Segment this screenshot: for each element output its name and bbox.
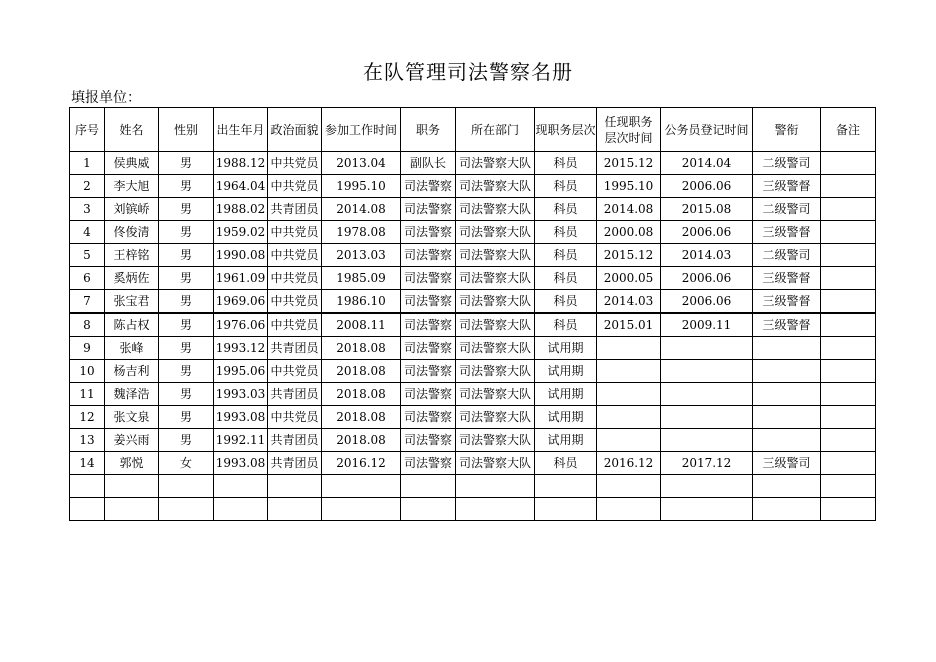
cell-col-rank-level-date xyxy=(597,360,661,383)
cell-col-work-start: 2018.08 xyxy=(322,360,401,383)
cell-col-post xyxy=(401,498,456,521)
cell-col-department: 司法警察大队 xyxy=(456,406,535,429)
cell-col-work-start: 2008.11 xyxy=(322,313,401,337)
cell-col-gender: 男 xyxy=(159,221,214,244)
cell-col-police-rank: 二级警司 xyxy=(753,152,821,175)
cell-col-gender: 男 xyxy=(159,244,214,267)
cell-col-post: 司法警察 xyxy=(401,337,456,360)
cell-col-serial: 7 xyxy=(70,290,105,314)
cell-col-gender xyxy=(159,475,214,498)
cell-col-department: 司法警察大队 xyxy=(456,290,535,314)
cell-col-police-rank xyxy=(753,475,821,498)
cell-col-political: 共青团员 xyxy=(268,452,322,475)
cell-col-rank-level: 试用期 xyxy=(535,429,597,452)
cell-col-civil-register: 2015.08 xyxy=(661,198,753,221)
header-col-rank-level-date: 任现职务 层次时间 xyxy=(597,108,661,152)
cell-col-rank-level: 科员 xyxy=(535,452,597,475)
cell-col-civil-register xyxy=(661,429,753,452)
cell-col-police-rank xyxy=(753,360,821,383)
cell-col-civil-register: 2006.06 xyxy=(661,175,753,198)
cell-col-civil-register: 2006.06 xyxy=(661,267,753,290)
cell-col-civil-register: 2006.06 xyxy=(661,221,753,244)
cell-col-serial: 14 xyxy=(70,452,105,475)
police-roster-table xyxy=(69,107,876,521)
cell-col-serial: 1 xyxy=(70,152,105,175)
table-row xyxy=(70,475,876,498)
cell-col-rank-level: 科员 xyxy=(535,267,597,290)
cell-col-name: 张文泉 xyxy=(105,406,159,429)
cell-col-work-start xyxy=(322,498,401,521)
cell-col-serial: 5 xyxy=(70,244,105,267)
cell-col-gender: 男 xyxy=(159,406,214,429)
cell-col-name: 王梓铭 xyxy=(105,244,159,267)
cell-col-gender: 男 xyxy=(159,429,214,452)
header-col-department: 所在部门 xyxy=(456,108,535,152)
table-header-row xyxy=(70,108,876,152)
cell-col-department: 司法警察大队 xyxy=(456,221,535,244)
cell-col-political: 中共党员 xyxy=(268,221,322,244)
cell-col-birth: 1988.12 xyxy=(214,152,268,175)
cell-col-work-start: 2018.08 xyxy=(322,337,401,360)
table-row xyxy=(70,267,876,290)
cell-col-civil-register xyxy=(661,498,753,521)
cell-col-name: 杨吉利 xyxy=(105,360,159,383)
table-row xyxy=(70,337,876,360)
cell-col-police-rank: 二级警司 xyxy=(753,244,821,267)
cell-col-political: 中共党员 xyxy=(268,360,322,383)
header-col-police-rank: 警衔 xyxy=(753,108,821,152)
cell-col-civil-register xyxy=(661,360,753,383)
cell-col-department: 司法警察大队 xyxy=(456,383,535,406)
cell-col-rank-level-date: 2000.05 xyxy=(597,267,661,290)
cell-col-gender: 男 xyxy=(159,290,214,314)
cell-col-civil-register xyxy=(661,475,753,498)
document-title: 在队管理司法警察名册 xyxy=(363,60,573,84)
cell-col-police-rank: 二级警司 xyxy=(753,198,821,221)
cell-col-gender: 男 xyxy=(159,198,214,221)
cell-col-birth: 1993.08 xyxy=(214,452,268,475)
cell-col-birth: 1988.02 xyxy=(214,198,268,221)
cell-col-police-rank: 三级警督 xyxy=(753,267,821,290)
cell-col-department: 司法警察大队 xyxy=(456,244,535,267)
cell-col-rank-level-date xyxy=(597,406,661,429)
cell-col-name: 李大旭 xyxy=(105,175,159,198)
cell-col-remarks xyxy=(821,360,876,383)
header-col-remarks: 备注 xyxy=(821,108,876,152)
cell-col-name xyxy=(105,498,159,521)
cell-col-remarks xyxy=(821,406,876,429)
cell-col-department: 司法警察大队 xyxy=(456,152,535,175)
cell-col-gender: 男 xyxy=(159,383,214,406)
table-row xyxy=(70,406,876,429)
cell-col-political: 共青团员 xyxy=(268,429,322,452)
cell-col-political xyxy=(268,498,322,521)
header-col-rank-level: 现职务层次 xyxy=(535,108,597,152)
cell-col-remarks xyxy=(821,337,876,360)
cell-col-name: 魏泽浩 xyxy=(105,383,159,406)
cell-col-name: 佟俊清 xyxy=(105,221,159,244)
cell-col-rank-level: 科员 xyxy=(535,198,597,221)
cell-col-department xyxy=(456,498,535,521)
cell-col-remarks xyxy=(821,429,876,452)
cell-col-birth: 1993.08 xyxy=(214,406,268,429)
cell-col-birth xyxy=(214,498,268,521)
cell-col-work-start: 1995.10 xyxy=(322,175,401,198)
cell-col-civil-register: 2014.03 xyxy=(661,244,753,267)
cell-col-work-start xyxy=(322,475,401,498)
cell-col-serial: 3 xyxy=(70,198,105,221)
cell-col-post: 副队长 xyxy=(401,152,456,175)
cell-col-department: 司法警察大队 xyxy=(456,267,535,290)
cell-col-name: 奚炳佐 xyxy=(105,267,159,290)
cell-col-political: 中共党员 xyxy=(268,267,322,290)
cell-col-work-start: 2018.08 xyxy=(322,406,401,429)
header-col-civil-register: 公务员登记时间 xyxy=(661,108,753,152)
cell-col-rank-level-date: 2014.03 xyxy=(597,290,661,314)
cell-col-work-start: 1986.10 xyxy=(322,290,401,314)
cell-col-serial: 13 xyxy=(70,429,105,452)
cell-col-rank-level: 科员 xyxy=(535,221,597,244)
cell-col-gender: 女 xyxy=(159,452,214,475)
cell-col-remarks xyxy=(821,221,876,244)
table-row xyxy=(70,498,876,521)
cell-col-work-start: 2016.12 xyxy=(322,452,401,475)
cell-col-gender: 男 xyxy=(159,337,214,360)
cell-col-civil-register xyxy=(661,383,753,406)
cell-col-post: 司法警察 xyxy=(401,244,456,267)
cell-col-police-rank: 三级警督 xyxy=(753,313,821,337)
cell-col-police-rank xyxy=(753,383,821,406)
cell-col-police-rank: 三级警督 xyxy=(753,221,821,244)
header-col-serial: 序号 xyxy=(70,108,105,152)
cell-col-rank-level-date: 2015.12 xyxy=(597,152,661,175)
cell-col-rank-level-date xyxy=(597,429,661,452)
cell-col-gender: 男 xyxy=(159,360,214,383)
table-row xyxy=(70,383,876,406)
cell-col-rank-level-date: 2014.08 xyxy=(597,198,661,221)
cell-col-birth: 1990.08 xyxy=(214,244,268,267)
cell-col-department: 司法警察大队 xyxy=(456,198,535,221)
cell-col-remarks xyxy=(821,198,876,221)
cell-col-birth: 1969.06 xyxy=(214,290,268,314)
cell-col-rank-level: 科员 xyxy=(535,290,597,314)
cell-col-department: 司法警察大队 xyxy=(456,360,535,383)
cell-col-work-start: 2018.08 xyxy=(322,383,401,406)
cell-col-political xyxy=(268,475,322,498)
cell-col-police-rank: 三级警督 xyxy=(753,175,821,198)
cell-col-post: 司法警察 xyxy=(401,198,456,221)
cell-col-serial: 12 xyxy=(70,406,105,429)
cell-col-remarks xyxy=(821,498,876,521)
cell-col-rank-level-date xyxy=(597,383,661,406)
cell-col-work-start: 2018.08 xyxy=(322,429,401,452)
cell-col-post: 司法警察 xyxy=(401,267,456,290)
cell-col-political: 共青团员 xyxy=(268,198,322,221)
header-col-political: 政治面貌 xyxy=(268,108,322,152)
cell-col-birth: 1959.02 xyxy=(214,221,268,244)
cell-col-political: 中共党员 xyxy=(268,152,322,175)
cell-col-serial: 6 xyxy=(70,267,105,290)
reporting-unit-label: 填报单位： xyxy=(71,90,141,106)
cell-col-rank-level-date: 2016.12 xyxy=(597,452,661,475)
cell-col-rank-level: 试用期 xyxy=(535,383,597,406)
cell-col-rank-level-date: 2015.01 xyxy=(597,313,661,337)
cell-col-rank-level: 科员 xyxy=(535,175,597,198)
cell-col-birth xyxy=(214,475,268,498)
table-row xyxy=(70,175,876,198)
cell-col-rank-level: 试用期 xyxy=(535,360,597,383)
cell-col-work-start: 2013.03 xyxy=(322,244,401,267)
header-col-post: 职务 xyxy=(401,108,456,152)
cell-col-serial: 4 xyxy=(70,221,105,244)
cell-col-remarks xyxy=(821,152,876,175)
cell-col-political: 共青团员 xyxy=(268,337,322,360)
table-row xyxy=(70,313,876,337)
cell-col-name: 郭悦 xyxy=(105,452,159,475)
table-row xyxy=(70,290,876,314)
table-row xyxy=(70,198,876,221)
cell-col-name: 陈占权 xyxy=(105,313,159,337)
cell-col-work-start: 2014.08 xyxy=(322,198,401,221)
cell-col-serial: 9 xyxy=(70,337,105,360)
cell-col-post: 司法警察 xyxy=(401,313,456,337)
cell-col-name: 张宝君 xyxy=(105,290,159,314)
cell-col-gender xyxy=(159,498,214,521)
table-row xyxy=(70,452,876,475)
cell-col-remarks xyxy=(821,452,876,475)
cell-col-political: 中共党员 xyxy=(268,175,322,198)
cell-col-post: 司法警察 xyxy=(401,406,456,429)
cell-col-remarks xyxy=(821,267,876,290)
cell-col-rank-level-date: 1995.10 xyxy=(597,175,661,198)
cell-col-remarks xyxy=(821,175,876,198)
cell-col-civil-register xyxy=(661,337,753,360)
header-col-work-start: 参加工作时间 xyxy=(322,108,401,152)
header-col-gender: 性别 xyxy=(159,108,214,152)
cell-col-rank-level xyxy=(535,475,597,498)
cell-col-rank-level: 试用期 xyxy=(535,337,597,360)
cell-col-post: 司法警察 xyxy=(401,221,456,244)
table-row xyxy=(70,244,876,267)
cell-col-post: 司法警察 xyxy=(401,383,456,406)
cell-col-name xyxy=(105,475,159,498)
cell-col-department: 司法警察大队 xyxy=(456,452,535,475)
cell-col-civil-register: 2014.04 xyxy=(661,152,753,175)
table-row xyxy=(70,221,876,244)
cell-col-gender: 男 xyxy=(159,267,214,290)
cell-col-civil-register xyxy=(661,406,753,429)
cell-col-political: 中共党员 xyxy=(268,313,322,337)
cell-col-name: 刘镔峤 xyxy=(105,198,159,221)
cell-col-rank-level: 科员 xyxy=(535,313,597,337)
cell-col-birth: 1993.12 xyxy=(214,337,268,360)
cell-col-police-rank: 三级警督 xyxy=(753,290,821,314)
cell-col-rank-level: 试用期 xyxy=(535,406,597,429)
table-row xyxy=(70,152,876,175)
cell-col-name: 张峰 xyxy=(105,337,159,360)
cell-col-civil-register: 2009.11 xyxy=(661,313,753,337)
cell-col-serial: 8 xyxy=(70,313,105,337)
cell-col-rank-level-date: 2000.08 xyxy=(597,221,661,244)
cell-col-police-rank xyxy=(753,337,821,360)
cell-col-rank-level: 科员 xyxy=(535,152,597,175)
cell-col-police-rank xyxy=(753,406,821,429)
cell-col-gender: 男 xyxy=(159,152,214,175)
cell-col-department xyxy=(456,475,535,498)
cell-col-political: 共青团员 xyxy=(268,383,322,406)
cell-col-work-start: 1978.08 xyxy=(322,221,401,244)
cell-col-remarks xyxy=(821,383,876,406)
cell-col-serial: 11 xyxy=(70,383,105,406)
cell-col-post xyxy=(401,475,456,498)
cell-col-remarks xyxy=(821,475,876,498)
cell-col-civil-register: 2017.12 xyxy=(661,452,753,475)
cell-col-work-start: 1985.09 xyxy=(322,267,401,290)
cell-col-birth: 1992.11 xyxy=(214,429,268,452)
cell-col-serial xyxy=(70,475,105,498)
cell-col-birth: 1976.06 xyxy=(214,313,268,337)
cell-col-political: 中共党员 xyxy=(268,244,322,267)
cell-col-serial: 2 xyxy=(70,175,105,198)
cell-col-police-rank xyxy=(753,498,821,521)
cell-col-department: 司法警察大队 xyxy=(456,313,535,337)
cell-col-rank-level-date: 2015.12 xyxy=(597,244,661,267)
cell-col-birth: 1995.06 xyxy=(214,360,268,383)
cell-col-post: 司法警察 xyxy=(401,175,456,198)
cell-col-work-start: 2013.04 xyxy=(322,152,401,175)
cell-col-name: 侯典威 xyxy=(105,152,159,175)
cell-col-remarks xyxy=(821,290,876,314)
cell-col-rank-level-date xyxy=(597,475,661,498)
table-row xyxy=(70,429,876,452)
cell-col-police-rank: 三级警司 xyxy=(753,452,821,475)
header-col-birth: 出生年月 xyxy=(214,108,268,152)
cell-col-department: 司法警察大队 xyxy=(456,175,535,198)
cell-col-rank-level-date xyxy=(597,337,661,360)
cell-col-serial: 10 xyxy=(70,360,105,383)
cell-col-rank-level: 科员 xyxy=(535,244,597,267)
cell-col-name: 姜兴雨 xyxy=(105,429,159,452)
cell-col-civil-register: 2006.06 xyxy=(661,290,753,314)
cell-col-post: 司法警察 xyxy=(401,429,456,452)
cell-col-rank-level xyxy=(535,498,597,521)
table-row xyxy=(70,360,876,383)
cell-col-rank-level-date xyxy=(597,498,661,521)
cell-col-post: 司法警察 xyxy=(401,452,456,475)
cell-col-political: 中共党员 xyxy=(268,406,322,429)
cell-col-post: 司法警察 xyxy=(401,360,456,383)
cell-col-political: 中共党员 xyxy=(268,290,322,314)
cell-col-gender: 男 xyxy=(159,175,214,198)
cell-col-birth: 1993.03 xyxy=(214,383,268,406)
cell-col-gender: 男 xyxy=(159,313,214,337)
cell-col-birth: 1964.04 xyxy=(214,175,268,198)
cell-col-remarks xyxy=(821,313,876,337)
cell-col-post: 司法警察 xyxy=(401,290,456,314)
cell-col-remarks xyxy=(821,244,876,267)
cell-col-birth: 1961.09 xyxy=(214,267,268,290)
header-col-name: 姓名 xyxy=(105,108,159,152)
cell-col-department: 司法警察大队 xyxy=(456,429,535,452)
cell-col-department: 司法警察大队 xyxy=(456,337,535,360)
cell-col-serial xyxy=(70,498,105,521)
cell-col-police-rank xyxy=(753,429,821,452)
